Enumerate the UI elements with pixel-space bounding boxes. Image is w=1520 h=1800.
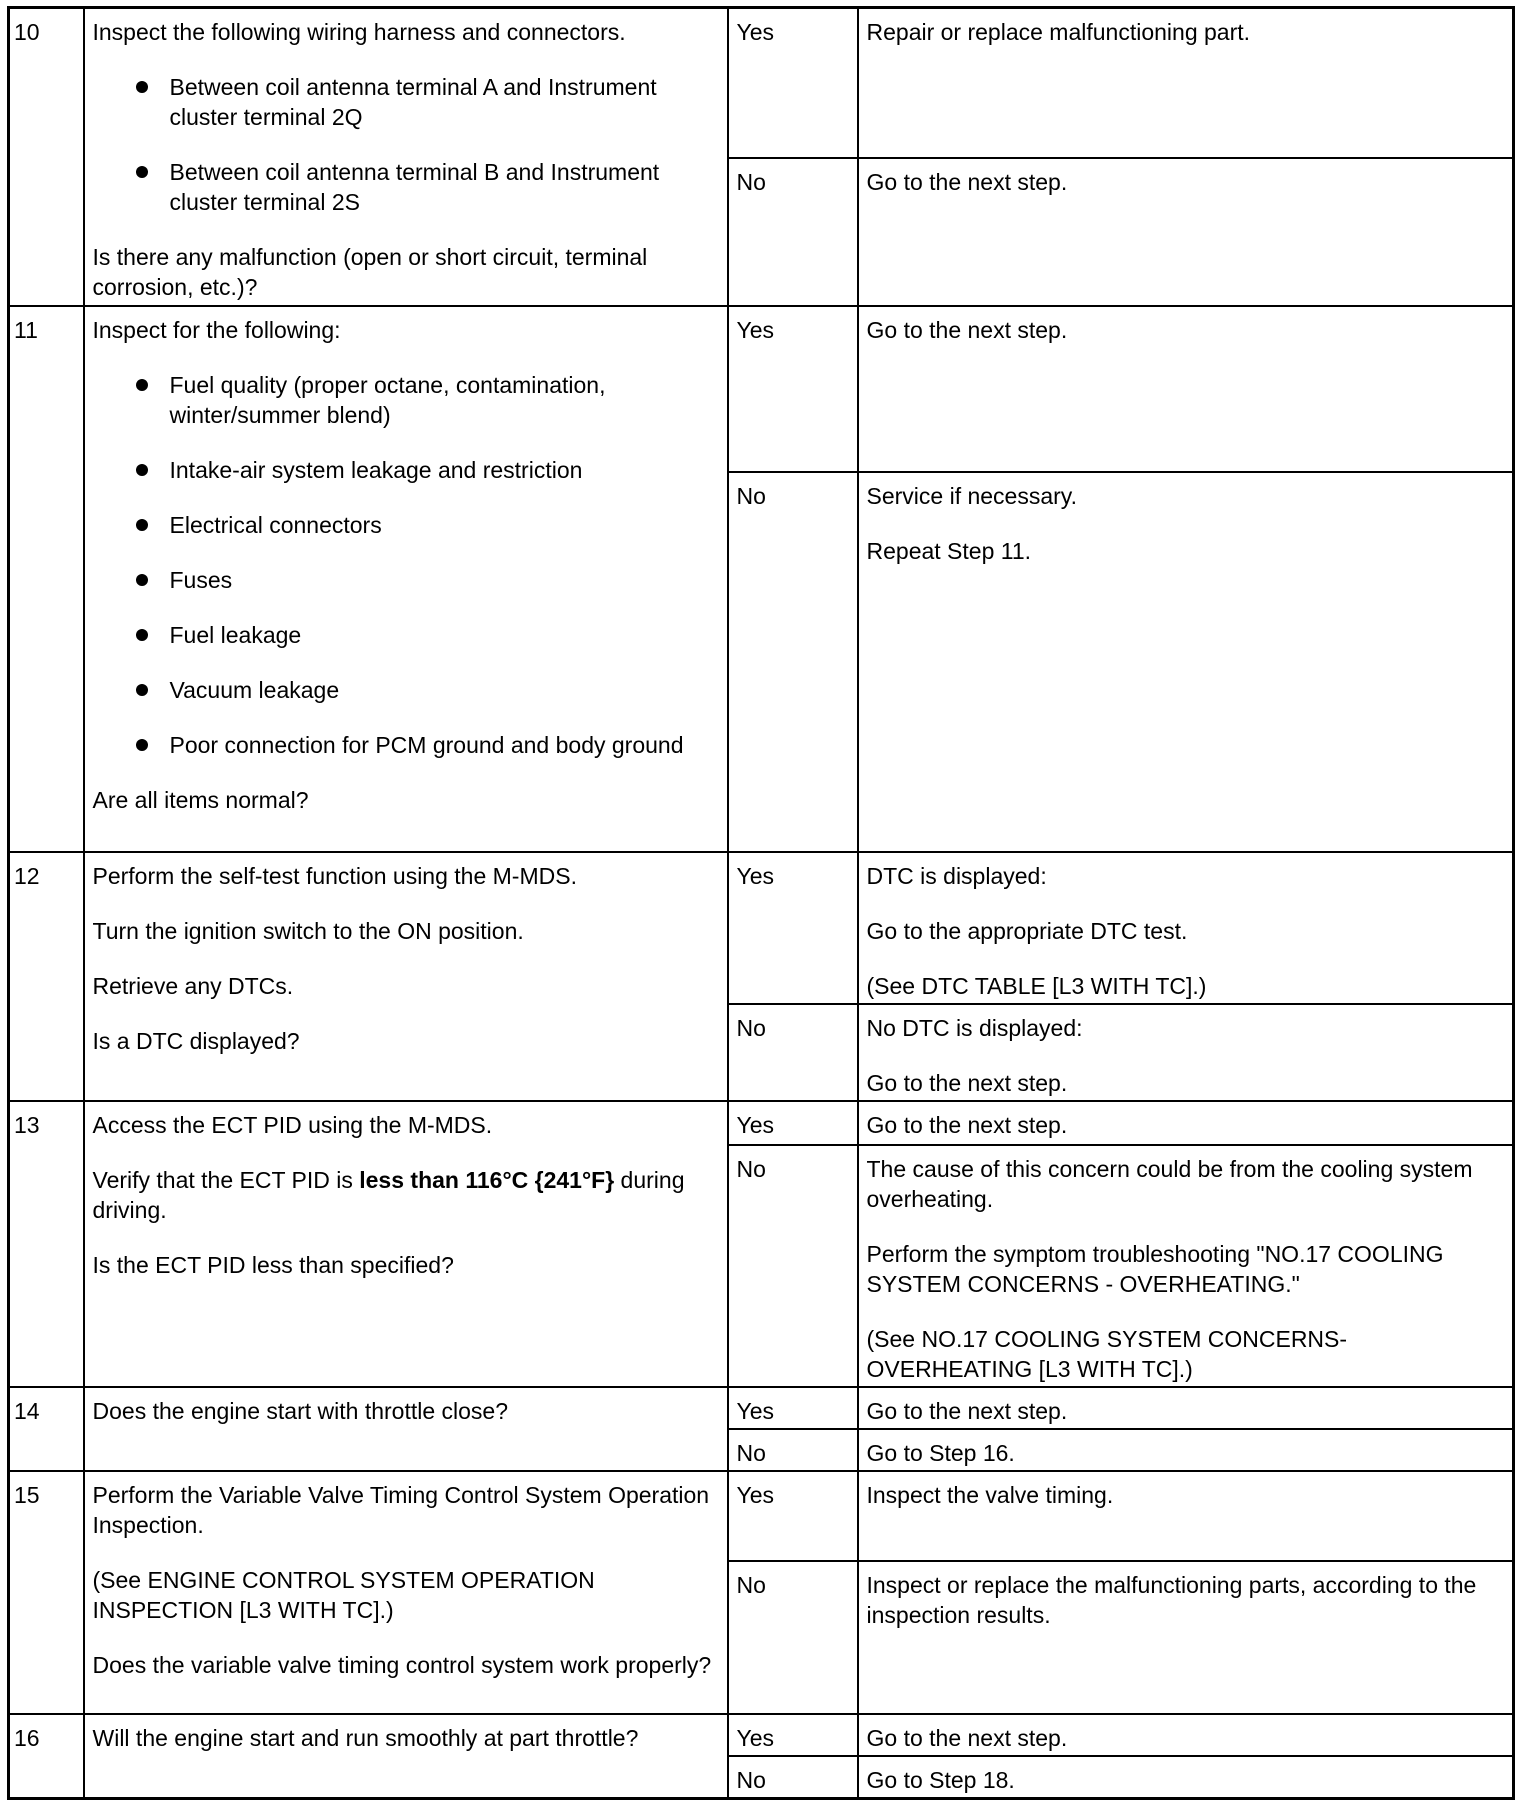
inspection-question: Is the ECT PID less than specified? — [92, 1251, 454, 1278]
result-yes: Yes — [728, 8, 858, 158]
list-item: Between coil antenna terminal A and Instrument cluster terminal 2Q — [93, 72, 719, 132]
troubleshooting-table-page — [7, 6, 1512, 1800]
step-number: 10 — [9, 8, 84, 306]
inspection-cell — [84, 306, 728, 852]
inspection-list — [93, 72, 719, 217]
result-no: No — [728, 1429, 858, 1471]
result-yes: Yes — [728, 1714, 858, 1756]
list-item: Fuses — [93, 565, 719, 595]
inspection-question: Does the engine start with throttle close? — [92, 1397, 509, 1424]
list-item: Fuel leakage — [93, 620, 719, 650]
list-item: Poor connection for PCM ground and body ground — [93, 730, 719, 760]
result-no: No — [728, 1561, 858, 1714]
action-no: Go to Step 16. — [858, 1429, 1514, 1471]
list-item: Fuel quality (proper octane, contamination, winter/summer blend) — [93, 370, 719, 430]
action-yes: Go to the next step. — [858, 1714, 1514, 1756]
list-item: Electrical connectors — [93, 510, 719, 540]
inspection-cell: Perform the Variable Valve Timing Control System Operation Inspection. (See ENGINE CONTROL SYSTEM OPERATION INSPECTION [L3 WITH TC].) Does the variable valve timing control system work properly? — [84, 1471, 728, 1714]
action-yes: Go to the next step. — [858, 306, 1514, 472]
action-no: The cause of this concern could be from the cooling system overheating. Perform the symptom troubleshooting "NO.17 COOLING SYSTEM CONCERNS - OVERHEATING." (See NO.17 COOLING SYSTEM CONCERNS-OVERHEATING [L3 WITH TC].) — [858, 1145, 1514, 1387]
bullet-icon — [136, 81, 148, 93]
inspection-cell — [84, 1387, 728, 1471]
inspection-cell — [84, 8, 728, 306]
result-no: No — [728, 1145, 858, 1387]
table-row-step-11 — [9, 306, 1514, 472]
step-number: 14 — [9, 1387, 84, 1471]
action-no: Service if necessary. Repeat Step 11. — [858, 472, 1514, 852]
result-yes: Yes — [728, 1471, 858, 1561]
action-no: Go to Step 18. — [858, 1756, 1514, 1799]
inspection-question: Does the variable valve timing control system work properly? — [92, 1651, 712, 1678]
action-no: No DTC is displayed: Go to the next step. — [858, 1004, 1514, 1101]
result-no: No — [728, 1004, 858, 1101]
step-number: 15 — [9, 1471, 84, 1714]
table-row-step-15 — [9, 1471, 1514, 1561]
result-yes: Yes — [728, 852, 858, 1004]
step-number: 12 — [9, 852, 84, 1101]
bullet-icon — [136, 684, 148, 696]
inspection-cell — [84, 1714, 728, 1799]
inspection-intro: Inspect for the following: — [92, 316, 341, 343]
troubleshooting-table — [7, 6, 1515, 1800]
table-row-step-14 — [9, 1387, 1514, 1429]
step-number: 11 — [9, 306, 84, 852]
table-row-step-16 — [9, 1714, 1514, 1756]
inspection-intro: Inspect the following wiring harness and connectors. — [92, 19, 626, 45]
result-yes: Yes — [728, 1101, 858, 1145]
inspection-question: Are all items normal? — [92, 786, 309, 813]
inspection-list — [93, 370, 719, 760]
bullet-icon — [136, 739, 148, 751]
action-yes: DTC is displayed: Go to the appropriate DTC test. (See DTC TABLE [L3 WITH TC].) — [858, 852, 1514, 1004]
bullet-icon — [136, 166, 148, 178]
result-no: No — [728, 1756, 858, 1799]
bullet-icon — [136, 574, 148, 586]
inspection-question: Will the engine start and run smoothly at part throttle? — [92, 1724, 639, 1751]
action-yes: Go to the next step. — [858, 1387, 1514, 1429]
inspection-question: Is there any malfunction (open or short circuit, terminal corrosion, etc.)? — [92, 244, 648, 300]
bullet-icon — [136, 464, 148, 476]
list-item: Intake-air system leakage and restriction — [93, 455, 719, 485]
table-row-step-13 — [9, 1101, 1514, 1145]
list-item: Vacuum leakage — [93, 675, 719, 705]
list-item: Between coil antenna terminal B and Instrument cluster terminal 2S — [93, 157, 719, 217]
inspection-cell: Access the ECT PID using the M-MDS. Verify that the ECT PID is less than 116°C {241°F} during driving. Is the ECT PID less than specified? — [84, 1101, 728, 1387]
step-number: 16 — [9, 1714, 84, 1799]
result-yes: Yes — [728, 1387, 858, 1429]
bullet-icon — [136, 379, 148, 391]
step-number: 13 — [9, 1101, 84, 1387]
table-row-step-12 — [9, 852, 1514, 1004]
action-no: Inspect or replace the malfunctioning parts, according to the inspection results. — [858, 1561, 1514, 1714]
action-yes: Repair or replace malfunctioning part. — [858, 8, 1514, 158]
bullet-icon — [136, 629, 148, 641]
action-yes: Inspect the valve timing. — [858, 1471, 1514, 1561]
bullet-icon — [136, 519, 148, 531]
inspection-question: Is a DTC displayed? — [92, 1027, 300, 1054]
result-no: No — [728, 158, 858, 306]
result-yes: Yes — [728, 306, 858, 472]
action-yes: Go to the next step. — [858, 1101, 1514, 1145]
table-row-step-10 — [9, 8, 1514, 158]
result-no: No — [728, 472, 858, 852]
action-no: Go to the next step. — [858, 158, 1514, 306]
inspection-cell: Perform the self-test function using the M-MDS. Turn the ignition switch to the ON position. Retrieve any DTCs. Is a DTC displayed? — [84, 852, 728, 1101]
